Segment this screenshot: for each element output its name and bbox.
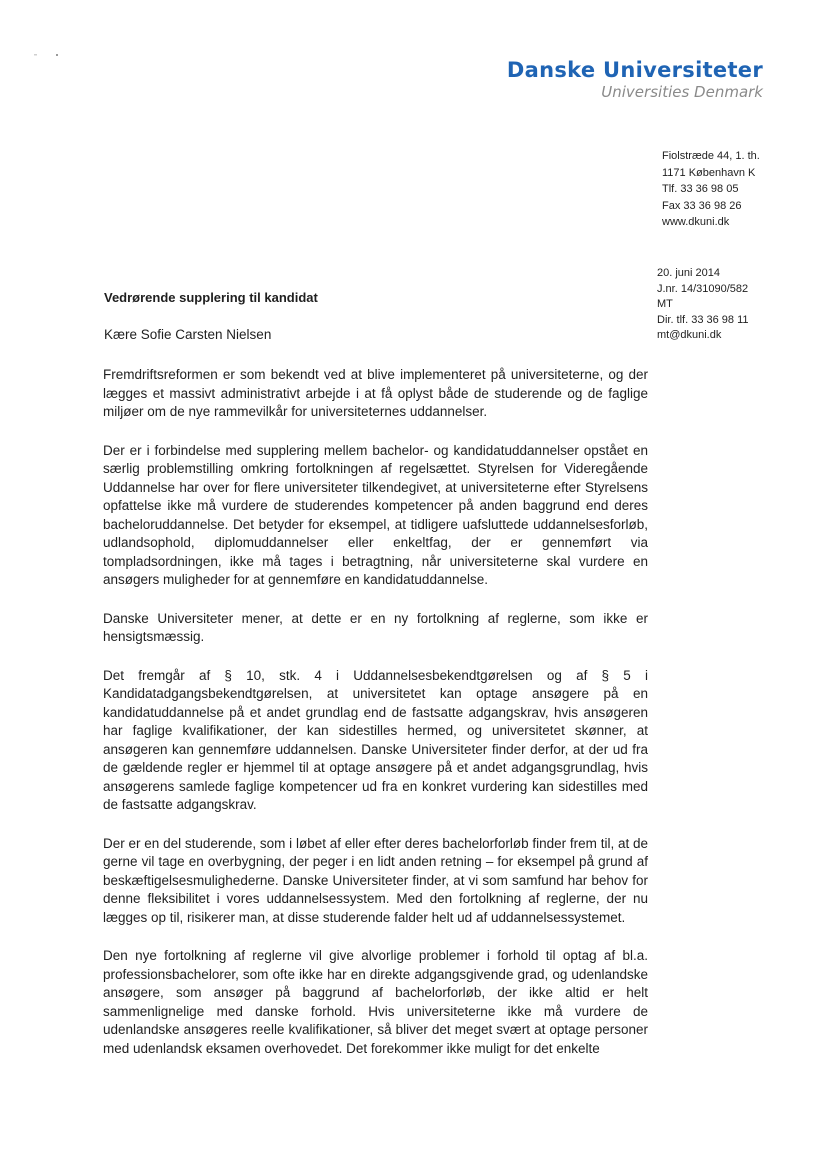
sender-phone: Tlf. 33 36 98 05	[662, 183, 739, 195]
sender-website: www.dkuni.dk	[662, 216, 730, 228]
paragraph-4: Det fremgår af § 10, stk. 4 i Uddannelsesbekendtgørelsen og af § 5 i Kandidatadgangsbekendtgørelsen, at universitetet kan optage ansøgere på en kandidatuddannelse på et andet grundlag end de fastsatte adgangskrav, hvis ansøgeren har faglige kvalifikationer, der kan sidestilles hermed, og universitetet skønner, at ansøgeren kan gennemføre uddannelsen. Danske Universiteter finder derfor, at der ud fra de gældende regler er hjemmel til at optage ansøgere på et andet adgangsgrundlag, hvis ansøgerens samlede faglige kompetencer ud fra en konkret vurdering kan sidestilles med de fastsatte adgangskrav.	[103, 667, 648, 812]
paragraph-1: Fremdriftsreformen er som bekendt ved at blive implementeret på universiteterne, og der lægges et massivt administrativt arbejde i at få oplyst både de studerende og de faglige miljøer om de nye rammevilkår for universiteternes uddannelser.	[103, 367, 648, 419]
contact-email: mt@dkuni.dk	[657, 329, 722, 341]
letter-salutation: Kære Sofie Carsten Nielsen	[104, 327, 272, 342]
letter-subject: Vedrørende supplering til kandidat	[104, 290, 318, 305]
paragraph-3: Danske Universiteter mener, at dette er en ny fortolkning af reglerne, som ikke er hensigtsmæssig.	[103, 610, 648, 644]
direct-phone: Dir. tlf. 33 36 98 11	[657, 313, 749, 326]
journal-number: J.nr. 14/31090/582	[657, 282, 749, 295]
scan-speck	[34, 44, 60, 48]
sender-street: Fiolstræde 44, 1. th.	[662, 150, 760, 162]
letter-body	[103, 366, 648, 1078]
logo-subtitle: Universities Denmark	[601, 83, 763, 101]
paragraph-6: Den nye fortolkning af reglerne vil give alvorlige problemer i forhold til optag af bl.a. professionsbachelorer, som ofte ikke har en direkte adgangsgivende grad, og udenlandske ansøgere, som ansøger på baggrund af bachelorforløb, der ikke altid er helt sammenlignelige med danske forhold. Hvis universiteterne ikke må vurdere de udenlandske ansøgeres reelle kvalifikationer, så bliver det meget svært at optage personer med udenlandsk eksamen overhovedet. Det forekommer ikke muligt for det enkelte	[103, 948, 648, 1056]
sender-address	[662, 148, 760, 231]
paragraph-2: Der er i forbindelse med supplering mellem bachelor- og kandidatuddannelser opstået en særlig problemstilling omkring fortolkningen af regelsættet. Styrelsen for Videregående Uddannelse har over for flere universiteter tilkendegivet, at universiteterne efter Styrelsens opfattelse ikke må vurdere de studerendes kompetencer på anden baggrund end deres bacheloruddannelse. Det betyder for eksempel, at tidligere uafsluttede uddannelsesforløb, udlandsophold, diplomuddannelser eller enkeltfag, der er gennemført via tompladsordningen, ikke må tages i betragtning, når universiteterne skal vurdere en ansøgers muligheder for at gennemføre en kandidatuddannelse.	[103, 442, 648, 587]
letter-metadata	[657, 266, 749, 344]
author-initials: MT	[657, 298, 673, 310]
sender-fax: Fax 33 36 98 26	[662, 199, 742, 212]
paragraph-5: Der er en del studerende, som i løbet af eller efter deres bachelorforløb finder frem til, at de gerne vil tage en overbygning, der peger i en lidt anden retning – for eksempel på grund af beskæftigelsesmulighederne. Danske Universiteter finder, at vi som samfund har behov for denne fleksibilitet i vores uddannelsessystem. Med den fortolkning af reglerne, der nu lægges op til, risikerer man, at disse studerende falder helt ud af uddannelsessystemet.	[103, 835, 648, 925]
letter-date: 20. juni 2014	[657, 267, 720, 279]
sender-city: 1171 København K	[662, 166, 756, 179]
logo-name: Danske Universiteter	[506, 58, 763, 82]
organization-logo	[507, 58, 763, 101]
